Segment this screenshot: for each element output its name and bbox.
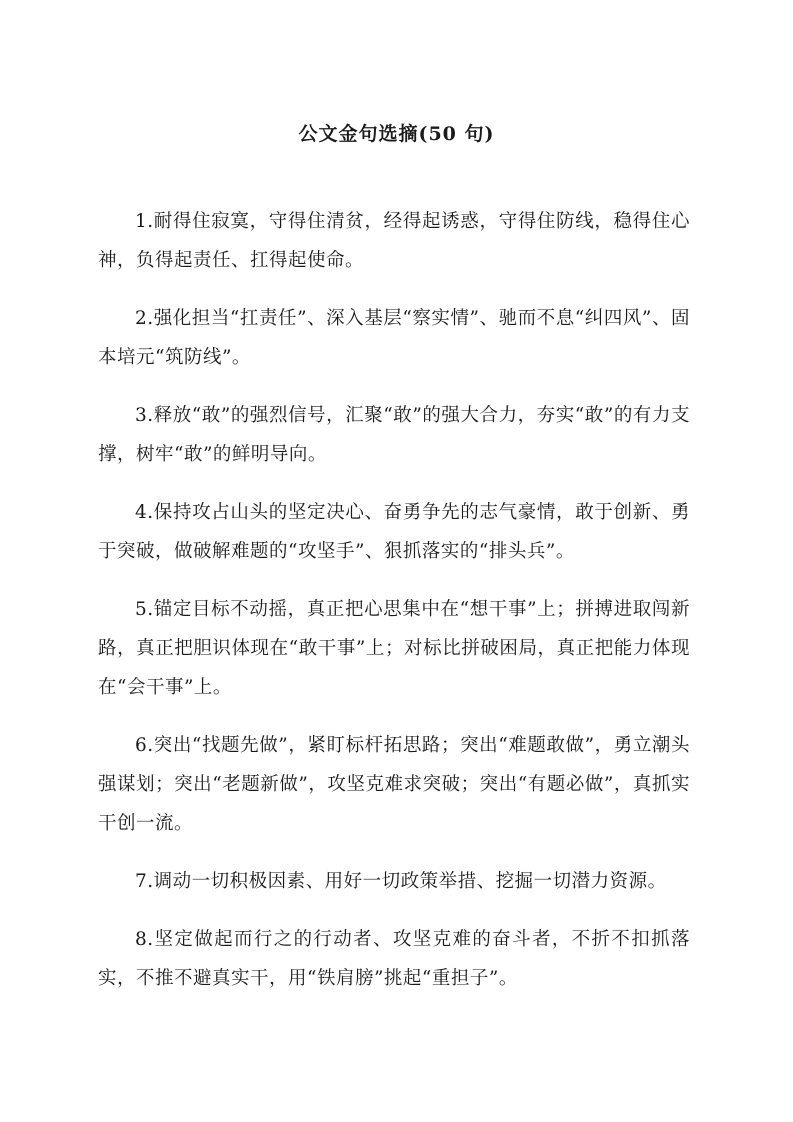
paragraph-5: 5.锚定目标不动摇，真正把心思集中在“想干事”上；拼搏进取闯新路，真正把胆识体现在“敢干事”上；对标比拼破困局，真正把能力体现在“会干事”上。 [98,599,690,698]
paragraph-2: 2.强化担当“扛责任”、深入基层“察实情”、驰而不息“纠四风”、固本培元“筑防线”。 [98,308,690,368]
document-title: 公文金句选摘(50 句) [298,123,495,145]
paragraph-4: 4.保持攻占山头的坚定决心、奋勇争先的志气豪情，敢于创新、勇于突破，做破解难题的“攻坚手”、狠抓落实的“排头兵”。 [98,502,690,562]
paragraph-8: 8.坚定做起而行之的行动者、攻坚克难的奋斗者，不折不扣抓落实，不推不避真实干，用“铁肩膀”挑起“重担子”。 [98,929,690,989]
paragraph-1: 1.耐得住寂寞，守得住清贫，经得起诱惑，守得住防线，稳得住心神，负得起责任、扛得起使命。 [98,211,690,271]
document-body [98,202,690,1017]
paragraph-7: 7.调动一切积极因素、用好一切政策举措、挖掘一切潜力资源。 [135,871,667,892]
paragraph-6: 6.突出“找题先做”，紧盯标杆拓思路；突出“难题敢做”，勇立潮头强谋划；突出“老题新做”，攻坚克难求突破；突出“有题必做”，真抓实干创一流。 [98,735,690,834]
paragraph-3: 3.释放“敢”的强烈信号，汇聚“敢”的强大合力，夯实“敢”的有力支撑，树牢“敢”的鲜明导向。 [98,405,690,465]
